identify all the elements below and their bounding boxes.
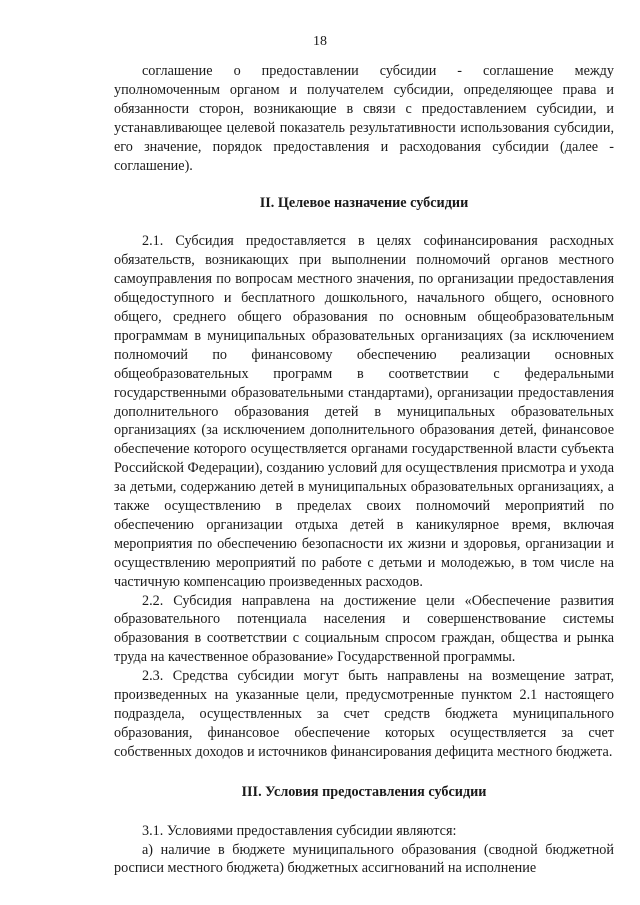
paragraph-2-1: 2.1. Субсидия предоставляется в целях софинансирования расходных обязательств, возникающих при выполнении полномочий органов местного самоуправления по вопросам местного значения, по организации предоставления общедоступного и бесплатного дошкольного, начального общего, основного общего, среднего общего образования по основным общеобразовательным программам в муниципальных образовательных организациях (за исключением полномочий по финансовому обеспечению реализации основных общеобразовательных программ в соответствии с федеральными государственными образовательными стандартами), организации предоставления дополнительного образования детей в муниципальных образовательных организациях (за исключением дополнительного образования детей, финансовое обеспечение которого осуществляется органами государственной власти субъекта Российской Федерации), созданию условий для осуществления присмотра и ухода за детьми, содержанию детей в муниципальных образовательных организациях, а также осуществлению в пределах своих полномочий мероприятий по обеспечению организации отдыха детей в каникулярное время, включая мероприятия по обеспечению безопасности их жизни и здоровья, организации и осуществлению мероприятий по работе с детьми и молодежью, в том числе на частичную компенсацию произведенных расходов. — [114, 233, 614, 590]
section-2-heading: II. Целевое назначение субсидии — [259, 195, 469, 212]
page-number: 18 — [313, 34, 327, 49]
section-3-heading: III. Условия предоставления субсидии — [241, 783, 487, 800]
paragraph-3-1: 3.1. Условиями предоставления субсидии являются: — [142, 822, 457, 839]
document-body — [114, 62, 614, 878]
paragraph-2-3: 2.3. Средства субсидии могут быть направлены на возмещение затрат, произведенных на указанные цели, предусмотренные пунктом 2.1 настоящего подраздела, осуществленных за счет средств бюджета муниципального образования, финансовое обеспечение которых осуществляется за счет собственных доходов и источников финансирования дефицита местного бюджета. — [114, 668, 614, 760]
paragraph-2-2: 2.2. Субсидия направлена на достижение цели «Обеспечение развития образовательного потенциала населения и совершенствование системы образования в соответствии с социальным спросом граждан, общества и рынка труда на качественное образование» Государственной программы. — [114, 592, 614, 666]
paragraph-3-1-a: а) наличие в бюджете муниципального образования (сводной бюджетной росписи местного бюджета) бюджетных ассигнований на исполнение — [114, 841, 614, 877]
intro-paragraph: соглашение о предоставлении субсидии - соглашение между уполномоченным органом и получателем субсидии, определяющее права и обязанности сторон, возникающие в связи с предоставлением субсидии, и устанавливающее целевой показатель результативности использования субсидии, его значение, порядок предоставления и расходования субсидии (далее - соглашение). — [114, 63, 614, 174]
